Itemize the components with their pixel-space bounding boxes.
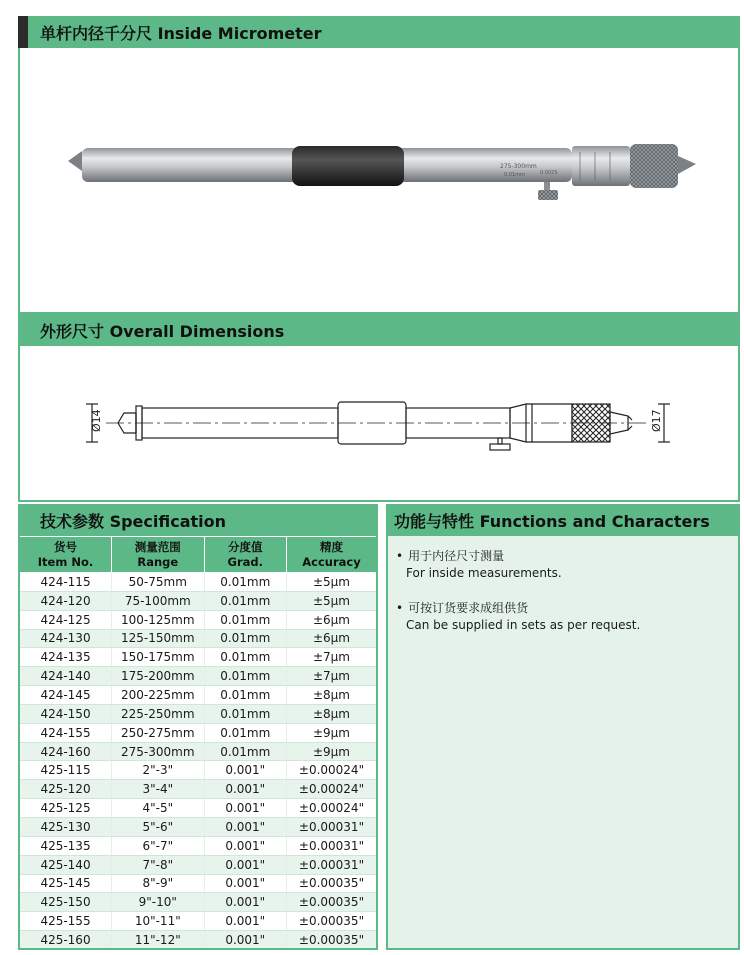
col-header-range: 测量范围 Range <box>112 537 205 573</box>
func-item-en: Can be supplied in sets as per request. <box>406 618 641 632</box>
clamp-screw <box>538 190 558 200</box>
left-diameter-label: Ø14 <box>90 409 103 432</box>
table-row <box>19 610 377 629</box>
cell-range: 5"-6" <box>112 817 205 836</box>
dims-section-header <box>18 314 740 346</box>
spec-table <box>18 536 378 950</box>
dimension-drawing <box>20 346 738 500</box>
cell-grad: 0.01mm <box>204 648 286 667</box>
cell-item-no: 425-130 <box>19 817 112 836</box>
right-diameter-label: Ø17 <box>650 409 663 432</box>
cell-item-no: 425-125 <box>19 799 112 818</box>
cell-accuracy: ±9μm <box>286 723 377 742</box>
cell-grad: 0.001" <box>204 780 286 799</box>
grad-marking: 0.01mm <box>504 172 525 178</box>
cell-grad: 0.01mm <box>204 742 286 761</box>
cell-grad: 0.001" <box>204 817 286 836</box>
cell-item-no: 425-115 <box>19 761 112 780</box>
table-row <box>19 723 377 742</box>
cell-range: 200-225mm <box>112 686 205 705</box>
cell-range: 3"-4" <box>112 780 205 799</box>
cell-grad: 0.01mm <box>204 610 286 629</box>
cell-range: 225-250mm <box>112 704 205 723</box>
cell-accuracy: ±0.00031" <box>286 836 377 855</box>
cell-range: 175-200mm <box>112 667 205 686</box>
spec-section-header <box>18 504 378 536</box>
table-row <box>19 591 377 610</box>
cell-item-no: 424-115 <box>19 573 112 592</box>
table-row <box>19 667 377 686</box>
table-row <box>19 686 377 705</box>
product-section-header <box>18 16 740 48</box>
func-section-header <box>386 504 740 536</box>
anvil-tip-left <box>68 151 82 171</box>
cell-range: 100-125mm <box>112 610 205 629</box>
cell-range: 10"-11" <box>112 912 205 931</box>
func-item-zh: • 用于内径尺寸测量 <box>396 548 730 565</box>
table-row <box>19 855 377 874</box>
cell-grad: 0.01mm <box>204 686 286 705</box>
table-row <box>19 912 377 931</box>
func-item <box>396 548 730 582</box>
table-row <box>19 629 377 648</box>
cell-range: 8"-9" <box>112 874 205 893</box>
col-header-item-no: 货号 Item No. <box>19 537 112 573</box>
cell-accuracy: ±9μm <box>286 742 377 761</box>
cell-grad: 0.001" <box>204 874 286 893</box>
cell-item-no: 425-145 <box>19 874 112 893</box>
cell-accuracy: ±6μm <box>286 610 377 629</box>
table-row <box>19 874 377 893</box>
cell-item-no: 424-150 <box>19 704 112 723</box>
cell-accuracy: ±8μm <box>286 686 377 705</box>
func-title: 功能与特性 Functions and Characters <box>394 511 710 531</box>
table-row <box>19 742 377 761</box>
cell-grad: 0.01mm <box>204 573 286 592</box>
table-row <box>19 704 377 723</box>
cell-item-no: 424-140 <box>19 667 112 686</box>
cell-range: 11"-12" <box>112 931 205 950</box>
cell-range: 250-275mm <box>112 723 205 742</box>
cell-grad: 0.01mm <box>204 591 286 610</box>
cell-grad: 0.001" <box>204 799 286 818</box>
cell-grad: 0.001" <box>204 931 286 950</box>
cell-range: 6"-7" <box>112 836 205 855</box>
header-accent-bar <box>18 16 28 48</box>
cell-accuracy: ±0.00035" <box>286 893 377 912</box>
cell-grad: 0.001" <box>204 855 286 874</box>
table-row <box>19 780 377 799</box>
cell-grad: 0.01mm <box>204 704 286 723</box>
cell-accuracy: ±0.00024" <box>286 780 377 799</box>
product-title: 单杆内径千分尺 Inside Micrometer <box>40 23 322 43</box>
cell-item-no: 425-140 <box>19 855 112 874</box>
col-header-grad: 分度值 Grad. <box>204 537 286 573</box>
cell-item-no: 425-160 <box>19 931 112 950</box>
cell-item-no: 425-155 <box>19 912 112 931</box>
cell-range: 75-100mm <box>112 591 205 610</box>
spec-title: 技术参数 Specification <box>40 511 227 531</box>
cell-item-no: 425-120 <box>19 780 112 799</box>
table-row <box>19 761 377 780</box>
cell-accuracy: ±5μm <box>286 591 377 610</box>
cell-range: 7"-8" <box>112 855 205 874</box>
cell-grad: 0.01mm <box>204 629 286 648</box>
ratchet-knurl <box>630 144 678 188</box>
cell-range: 275-300mm <box>112 742 205 761</box>
cell-accuracy: ±0.00031" <box>286 817 377 836</box>
dims-drawing-frame <box>18 346 740 502</box>
table-row <box>19 893 377 912</box>
cell-grad: 0.01mm <box>204 667 286 686</box>
sub-marking: 0.002S <box>540 170 558 176</box>
cell-accuracy: ±8μm <box>286 704 377 723</box>
cell-item-no: 425-150 <box>19 893 112 912</box>
col-header-accuracy: 精度 Accuracy <box>286 537 377 573</box>
scale-marking: 275-300mm <box>500 163 537 170</box>
cell-range: 4"-5" <box>112 799 205 818</box>
product-image-frame <box>18 48 740 314</box>
table-row <box>19 931 377 950</box>
table-row <box>19 817 377 836</box>
cell-accuracy: ±7μm <box>286 667 377 686</box>
cell-accuracy: ±0.00035" <box>286 912 377 931</box>
table-row <box>19 648 377 667</box>
dims-title: 外形尺寸 Overall Dimensions <box>40 321 285 341</box>
cell-item-no: 424-145 <box>19 686 112 705</box>
cell-grad: 0.001" <box>204 893 286 912</box>
cell-range: 50-75mm <box>112 573 205 592</box>
func-panel <box>386 536 740 950</box>
cell-grad: 0.001" <box>204 912 286 931</box>
cell-range: 125-150mm <box>112 629 205 648</box>
spec-table-body <box>19 573 377 950</box>
cell-accuracy: ±6μm <box>286 629 377 648</box>
cell-item-no: 424-130 <box>19 629 112 648</box>
cell-accuracy: ±0.00035" <box>286 931 377 950</box>
cell-accuracy: ±0.00031" <box>286 855 377 874</box>
table-row <box>19 573 377 592</box>
cell-item-no: 424-135 <box>19 648 112 667</box>
func-item-en: For inside measurements. <box>406 566 562 580</box>
insulating-grip <box>292 146 404 186</box>
thimble <box>572 146 630 186</box>
cell-accuracy: ±0.00035" <box>286 874 377 893</box>
table-row <box>19 799 377 818</box>
cell-accuracy: ±5μm <box>286 573 377 592</box>
micrometer-photo <box>20 48 738 312</box>
spindle-tip-right <box>678 156 696 174</box>
func-item-zh: • 可按订货要求成组供货 <box>396 600 730 617</box>
cell-grad: 0.001" <box>204 761 286 780</box>
cell-range: 150-175mm <box>112 648 205 667</box>
cell-item-no: 424-125 <box>19 610 112 629</box>
func-item <box>396 600 730 634</box>
cell-item-no: 425-135 <box>19 836 112 855</box>
cell-item-no: 424-160 <box>19 742 112 761</box>
cell-grad: 0.001" <box>204 836 286 855</box>
cell-range: 2"-3" <box>112 761 205 780</box>
table-row <box>19 836 377 855</box>
cell-range: 9"-10" <box>112 893 205 912</box>
cell-accuracy: ±0.00024" <box>286 799 377 818</box>
cell-item-no: 424-155 <box>19 723 112 742</box>
cell-accuracy: ±7μm <box>286 648 377 667</box>
cell-grad: 0.01mm <box>204 723 286 742</box>
cell-item-no: 424-120 <box>19 591 112 610</box>
spec-table-header-row <box>19 537 377 573</box>
cell-accuracy: ±0.00024" <box>286 761 377 780</box>
